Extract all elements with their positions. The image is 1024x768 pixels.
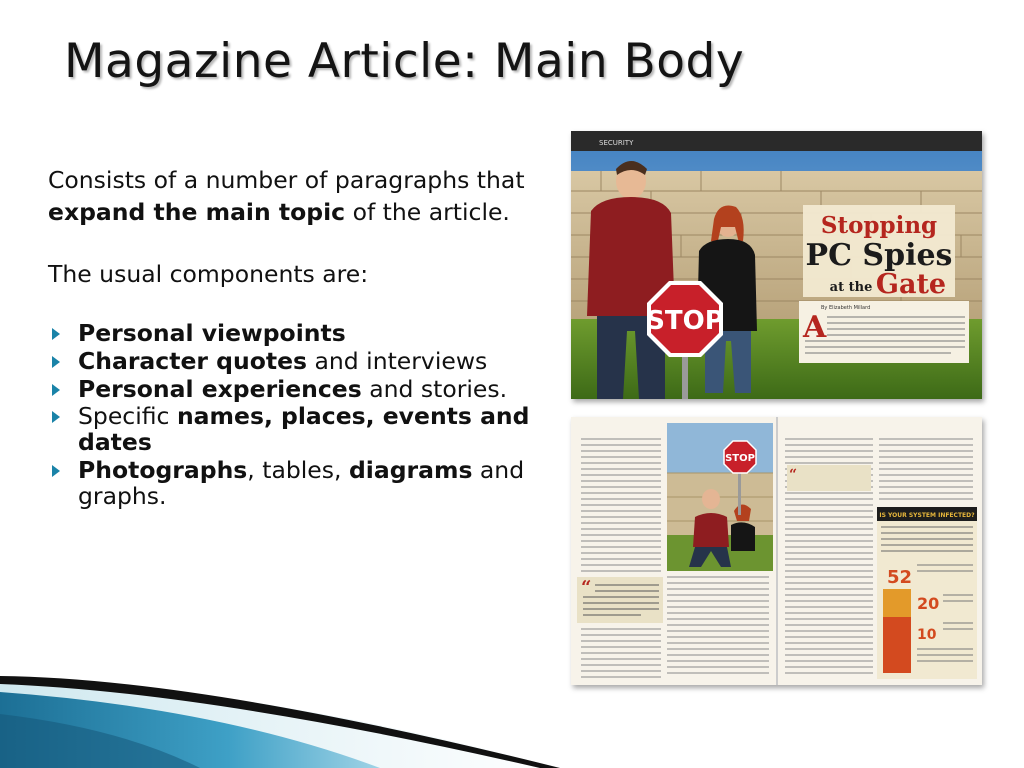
intro-text-2: of the article. xyxy=(345,197,510,226)
article-photo xyxy=(667,423,773,571)
bullet-arrow-icon xyxy=(52,384,60,396)
bullet-text: , tables, xyxy=(247,456,349,485)
bullet-text-end: and graphs. xyxy=(78,456,525,510)
stop-sign-icon: STOP xyxy=(725,453,755,464)
magazine-spread-inner xyxy=(571,417,982,685)
components-list xyxy=(48,318,553,510)
bullet-bold: names, places, events and dates xyxy=(78,402,530,457)
headline-box xyxy=(803,205,955,300)
bullet-arrow-icon xyxy=(52,328,60,340)
intro-text-1: Consists of a number of paragraphs that xyxy=(48,166,525,194)
headline-line-3a: at the xyxy=(829,280,873,295)
list-item xyxy=(48,458,553,510)
bullet-bold: Personal viewpoints xyxy=(78,318,346,347)
intro-paragraph xyxy=(48,165,553,229)
decorative-swoosh xyxy=(0,618,560,768)
svg-text:“: “ xyxy=(581,577,592,598)
article-text-block xyxy=(799,301,969,363)
list-item xyxy=(48,404,553,456)
bullet-arrow-icon xyxy=(52,465,60,477)
bullet-text: Specific xyxy=(78,402,177,431)
headline-line-2: PC Spies xyxy=(805,238,953,273)
slide-body xyxy=(48,165,553,512)
page-title: Magazine Article: Main Body xyxy=(64,34,745,89)
stat-2: 20 xyxy=(917,594,940,613)
sidebar-header: IS YOUR SYSTEM INFECTED? xyxy=(879,512,975,519)
list-item xyxy=(48,346,553,375)
bullet-bold: Photographs xyxy=(78,456,248,485)
bullet-bold-2: diagrams xyxy=(348,456,473,485)
headline-line-1: Stopping xyxy=(820,212,938,239)
right-pull-quote xyxy=(787,465,871,491)
stat-1: 52 xyxy=(887,567,913,588)
bullet-bold: Personal experiences xyxy=(78,374,362,403)
bullet-text: and stories. xyxy=(361,374,508,403)
magazine-cover-image xyxy=(571,131,982,399)
bullet-text: and interviews xyxy=(307,346,488,375)
magazine-inner-image xyxy=(571,417,982,685)
svg-text:STOP: STOP xyxy=(646,306,724,336)
list-item xyxy=(48,318,553,347)
intro-emphasis: expand the main topic xyxy=(48,197,346,226)
drop-cap: A xyxy=(803,310,827,345)
infected-sidebar xyxy=(877,507,977,679)
magazine-spread-cover xyxy=(571,131,982,399)
headline-line-3b: Gate xyxy=(875,269,947,300)
svg-text:“: “ xyxy=(789,467,798,483)
bullet-bold: Character quotes xyxy=(78,346,308,375)
pull-quote xyxy=(577,577,663,623)
section-label: SECURITY xyxy=(599,139,634,147)
bullet-arrow-icon xyxy=(52,356,60,368)
components-heading: The usual components are: xyxy=(48,259,369,288)
stat-3: 10 xyxy=(917,627,937,643)
bullet-arrow-icon xyxy=(52,411,60,423)
list-item xyxy=(48,374,553,403)
byline: By Elizabeth Millard xyxy=(821,305,871,311)
